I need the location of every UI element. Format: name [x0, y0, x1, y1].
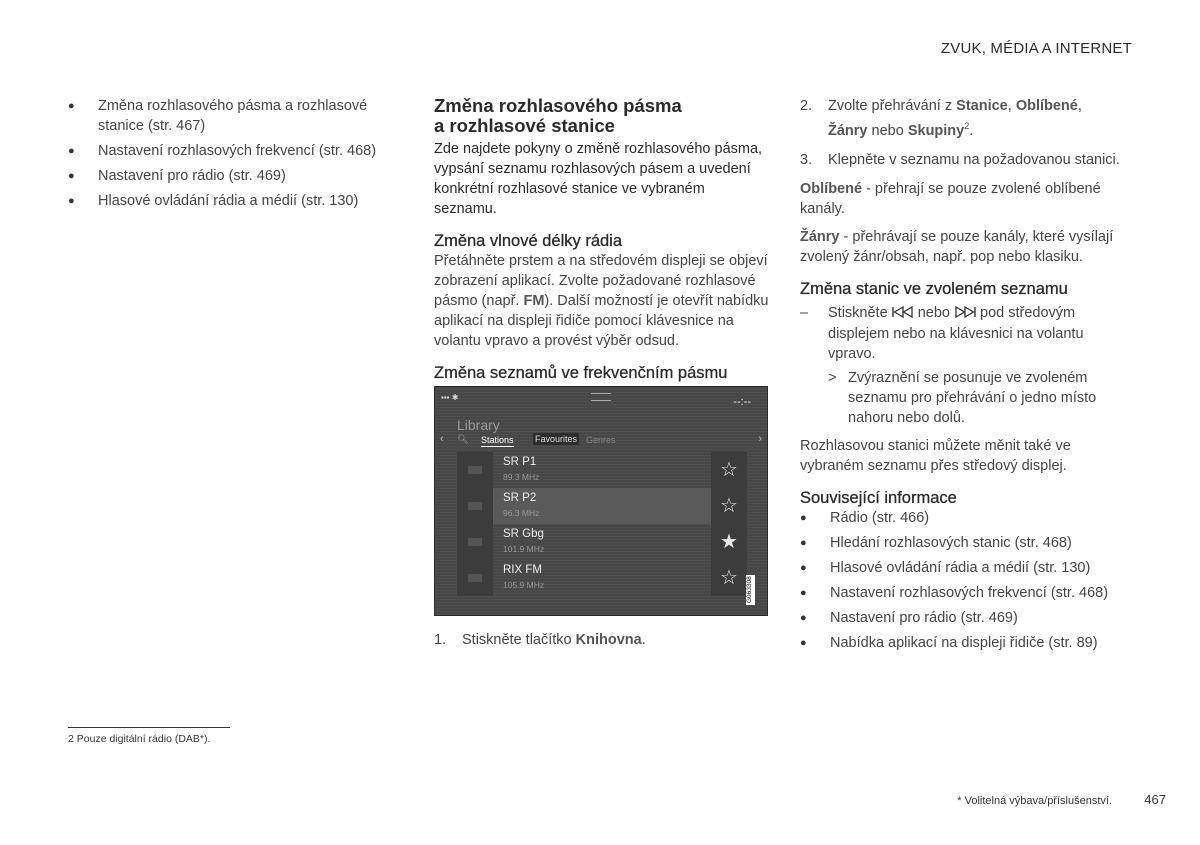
page-number: 467: [1144, 792, 1166, 807]
skip-back-icon: [892, 304, 914, 324]
right-column: [800, 96, 1132, 658]
wave-paragraph: Přetáhněte prstem a na středovém displeji se objeví zobrazení aplikací. Zvolte požadované rozhlasové pásmo (např. FM). Další možností je otevřít nabídku aplikací na displeji řidiče pomocí klávesnice na volantu vpravo a provést výběr odsud.: [434, 253, 769, 349]
library-screenshot: [434, 386, 768, 616]
chevron-right-icon[interactable]: ›: [758, 433, 762, 445]
station-row[interactable]: SR P1 89.3 MHz ☆: [457, 452, 747, 488]
station-row[interactable]: RIX FM 105.9 MHz ☆: [457, 560, 747, 596]
list-item: ● Nabídka aplikací na displeji řidiče (str. 89): [800, 633, 1132, 653]
radio-icon: [457, 560, 493, 596]
list-item: ● Hledání rozhlasových stanic (str. 468): [800, 533, 1132, 553]
press-instruction: – Stiskněte nebo pod středovým displejem nebo na klávesnici na volantu vpravo.: [800, 304, 1084, 362]
result-note: > Zvýraznění se posunuje ve zvoleném seznamu pro přehrávání o jedno místo nahoru nebo dolů.: [828, 369, 1097, 426]
list-item: ● Nastavení rozhlasových frekvencí (str. 468): [68, 141, 388, 161]
radio-icon: [457, 488, 493, 524]
list-item: ● Nastavení pro rádio (str. 469): [800, 608, 1132, 628]
tab-favourites[interactable]: Favourites: [535, 434, 578, 444]
step-2: 2. Zvolte přehrávání z Stanice, Oblíbené, Žánry nebo Skupiny$^2$.: [800, 98, 1082, 139]
station-row[interactable]: SR P2 96.3 MHz ☆: [457, 488, 747, 524]
tab-genres[interactable]: Genres: [586, 435, 616, 445]
list-item: ● Změna rozhlasového pásma a rozhlasové stanice (str. 467): [68, 96, 388, 136]
zanry-paragraph: Žánry - přehrávají se pouze kanály, které vysílají zvolený žánr/obsah, např. pop nebo klasiku.: [800, 228, 1114, 265]
heading-wave: Změna vlnové délky rádia: [434, 232, 623, 250]
heading-change-stations: Změna stanic ve zvoleném seznamu: [800, 279, 1068, 298]
library-title: Library: [457, 417, 500, 433]
skip-forward-icon: [954, 304, 976, 324]
star-outline-icon[interactable]: ☆: [711, 488, 747, 524]
step-3: 3. Klepněte v seznamu na požadovanou stanici.: [800, 151, 1120, 168]
footer-note: * Volitelná výbava/příslušenství.: [957, 795, 1112, 807]
figure-code: G063308: [746, 576, 753, 604]
left-column: [68, 96, 388, 216]
running-header: ZVUK, MÉDIA A INTERNET: [940, 40, 1132, 57]
steps-list: [800, 96, 1132, 170]
tab-stations[interactable]: Stations: [481, 435, 514, 445]
station-row[interactable]: SR Gbg 101.9 MHz ★: [457, 524, 747, 560]
star-outline-icon[interactable]: ☆: [711, 560, 747, 596]
middle-column: [434, 96, 770, 383]
list-item: ● Nastavení rozhlasových frekvencí (str. 468): [800, 583, 1132, 603]
list-item: ● Hlasové ovládání rádia a médií (str. 130): [800, 558, 1132, 578]
handle-icon: [591, 393, 611, 401]
list-item: ● Nastavení pro rádio (str. 469): [68, 166, 388, 186]
step-1: 1. Stiskněte tlačítko Knihovna.: [434, 632, 646, 648]
clock: --:--: [733, 396, 751, 408]
intro-paragraph: Zde najdete pokyny o změně rozhlasového pásma, vypsání seznamu rozhlasových pásem a uvedení konkrétní rozhlasové stanice ve vybraném seznamu.: [434, 141, 763, 217]
search-icon[interactable]: 🔍︎: [457, 434, 469, 444]
footnote-rule: [68, 727, 230, 728]
tip-paragraph: Rozhlasovou stanici můžete měnit také ve vybraném seznamu přes středový displej.: [800, 437, 1071, 474]
heading-lists: Změna seznamů ve frekvenčním pásmu: [434, 364, 728, 382]
radio-icon: [457, 452, 493, 488]
related-list: [800, 508, 1132, 653]
status-signal-icon: ▪▪▪ ✱: [441, 393, 459, 402]
list-item: ● Rádio (str. 466): [800, 508, 1132, 528]
chevron-left-icon[interactable]: ‹: [440, 433, 444, 445]
related-list-left: [68, 96, 388, 211]
section-title: Změna rozhlasového pásma a rozhlasové stanice: [434, 95, 682, 136]
footnote: 2 Pouze digitální rádio (DAB*).: [68, 733, 211, 745]
radio-icon: [457, 524, 493, 560]
oblibene-paragraph: Oblíbené - přehrají se pouze zvolené oblíbené kanály.: [800, 180, 1101, 217]
star-outline-icon[interactable]: ☆: [711, 452, 747, 488]
star-filled-icon[interactable]: ★: [711, 524, 747, 560]
heading-related: Související informace: [800, 488, 957, 507]
list-item: ● Hlasové ovládání rádia a médií (str. 130): [68, 191, 388, 211]
